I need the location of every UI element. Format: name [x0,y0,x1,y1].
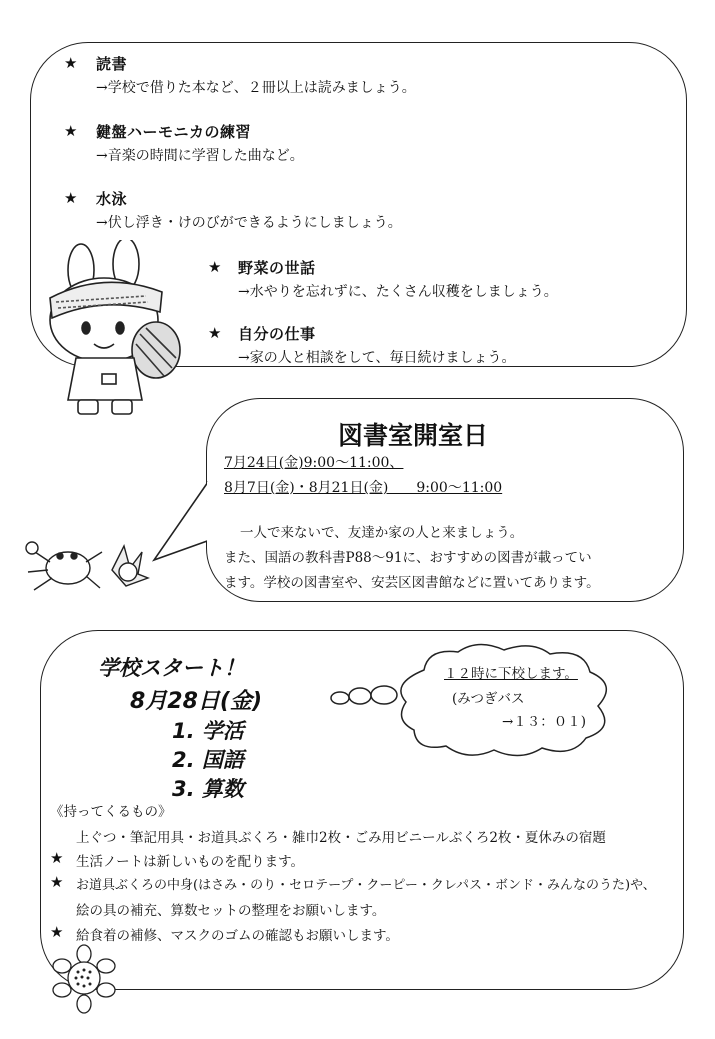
star-icon: ★ [50,849,64,867]
star-icon: ★ [208,258,222,276]
library-text: 一人で来ないで、友達か家の人と来ましょう。 [240,525,524,541]
activity-desc: →音楽の時間に学習した曲など。 [96,148,304,164]
activity-title: 水泳 [96,190,128,208]
library-title: 図書室開室日 [338,421,489,450]
activity-title: 野菜の世話 [238,259,316,277]
star-icon: ★ [64,122,78,140]
bring-title: 《持ってくるもの》 [50,804,172,820]
library-dates: 8月7日(金)・8月21日(金) 9:00～11:00 [224,480,503,496]
star-icon: ★ [50,923,64,941]
activity-desc: →伏し浮き・けのびができるようにしましょう。 [96,215,402,231]
school-start-title: 学校スタート！ [98,656,245,680]
bubble-tail [150,478,216,568]
library-text: また、国語の教科書P88～91に、おすすめの図書が載ってい [224,550,592,566]
library-dates: 7月24日(金)9:00～11:00、 [224,455,404,471]
note-item: お道具ぶくろの中身(はさみ・のり・セロテープ・クーピー・クレパス・ボンド・みんなのうた)や、 [76,878,656,893]
activity-title: 鍵盤ハーモニカの練習 [96,123,252,141]
star-icon: ★ [208,324,222,342]
bring-items: 上ぐつ・筆記用具・お道具ぶくろ・雑巾2枚・ごみ用ビニールぶくろ2枚・夏休みの宿題 [76,830,606,846]
activity-desc: →家の人と相談をして、毎日続けましょう。 [238,350,516,366]
activity-desc: →学校で借りた本など、２冊以上は読みましょう。 [96,80,416,96]
bus-info: (みつぎバス [452,691,525,707]
activity-title: 自分の仕事 [238,325,316,343]
note-item: 生活ノートは新しいものを配ります。 [76,854,305,870]
activity-title: 読書 [96,55,128,73]
period-item: 2. 国語 [172,748,244,772]
period-item: 3. 算数 [172,777,244,801]
activity-desc: →水やりを忘れずに、たくさん収穫をしましょう。 [238,284,558,300]
dismissal-time: １２時に下校します。 [444,666,578,682]
school-start-date: 8月28日(金) [130,689,263,714]
library-text: ます。学校の図書室や、安芸区図書館などに置いてあります。 [224,575,600,591]
note-item: 給食着の補修、マスクのゴムの確認もお願いします。 [76,928,399,944]
star-icon: ★ [64,189,78,207]
bunny-illustration [36,240,186,420]
period-item: 1. 学活 [172,719,244,743]
note-item: 絵の具の補充、算数セットの整理をお願いします。 [76,903,386,919]
star-icon: ★ [50,873,64,891]
flower-illustration [44,944,124,1016]
bus-time: →１３：０１) [502,714,587,730]
crab-shell-illustration [20,528,150,598]
star-icon: ★ [64,54,78,72]
